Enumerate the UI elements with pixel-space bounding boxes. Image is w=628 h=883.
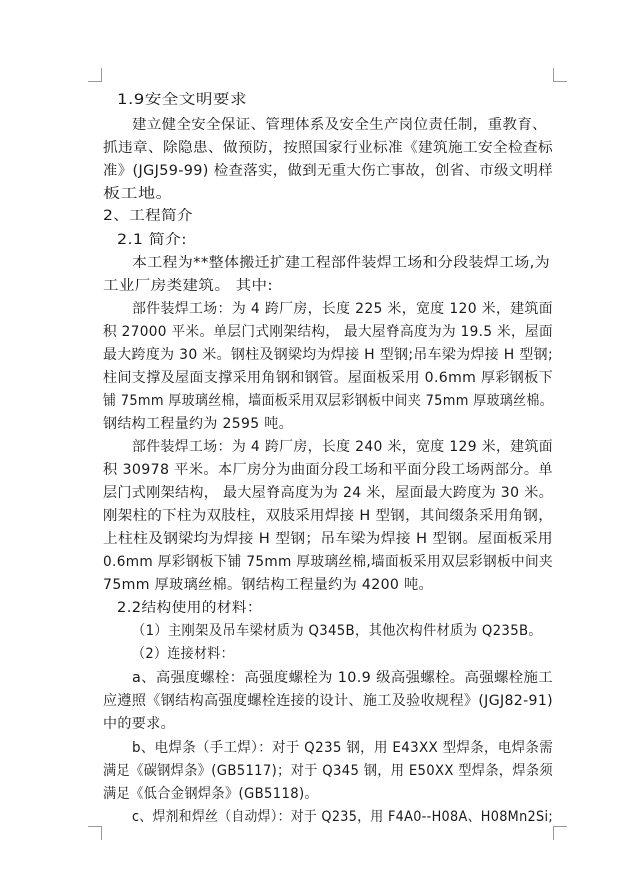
- text-line: 工业厂房类建筑。 其中:: [103, 278, 273, 294]
- text-line: 积 30978 平米。本厂房分为曲面分段工场和平面分段工场两部分。单: [103, 462, 553, 478]
- margin-mark-top-right: [553, 68, 567, 82]
- text-line: （1）主刚架及吊车梁材质为 Q345B，其他次构件材质为 Q235B。: [132, 623, 542, 639]
- text-line: 应遵照《钢结构高强度螺栓连接的设计、施工及验收规程》(JGJ82-91): [103, 693, 553, 709]
- text-line: （2）连接材料：: [132, 646, 234, 662]
- text-line: 板工地。: [103, 186, 173, 202]
- margin-mark-top-left: [88, 68, 102, 82]
- text-line: 最大跨度为 30 米。钢柱及钢梁均为焊接 H 型钢;吊车梁为焊接 H 型钢;: [103, 347, 553, 363]
- text-line: 满足《碳钢焊条》(GB5117)；对于 Q345 钢，用 E50XX 型焊条，焊条须: [103, 763, 553, 779]
- text-line: 满足《低合金钢焊条》(GB5118)。: [103, 786, 318, 802]
- section-heading-2: 2、工程简介: [103, 208, 193, 224]
- text-line: 中的要求。: [103, 716, 175, 732]
- text-line: 0.6mm 厚彩钢板下铺 75mm 厚玻璃丝棉,墙面板采用双层彩钢板中间夹: [103, 554, 553, 570]
- text-line: 上柱柱及钢梁均为焊接 H 型钢；吊车梁为焊接 H 型钢。屋面板采用: [103, 531, 553, 547]
- text-line: 铺 75mm 厚玻璃丝棉，墙面板采用双层彩钢板中间夹 75mm 厚玻璃丝棉。: [103, 393, 553, 409]
- text-line: 刚架柱的下柱为双肢柱，双肢采用焊接 H 型钢，其间缀条采用角钢，: [103, 508, 553, 524]
- text-line: 本工程为**整体搬迁扩建工程部件装焊工场和分段装焊工场,为: [132, 255, 550, 271]
- text-line: 75mm 厚玻璃丝棉。钢结构工程量约为 4200 吨。: [103, 577, 433, 593]
- text-line: 积 27000 平米。单层门式刚架结构， 最大屋脊高度为为 19.5 米，屋面: [103, 324, 553, 340]
- section-heading-2-1: 2.1 简介:: [117, 232, 187, 248]
- text-line: a、高强度螺栓：高强度螺栓为 10.9 级高强螺栓。高强螺栓施工: [132, 670, 553, 686]
- text-line: 抓违章、除隐患、做预防，按照国家行业标准《建筑施工安全检查标: [103, 140, 553, 156]
- margin-mark-bottom-right: [553, 826, 567, 840]
- text-line: 部件装焊工场：为 4 跨厂房，长度 240 米，宽度 129 米，建筑面: [132, 439, 553, 455]
- text-line: 建立健全安全保证、管理体系及安全生产岗位责任制，重教育、: [132, 117, 547, 133]
- text-line: 柱间支撑及屋面支撑采用角钢和钢管。屋面板采用 0.6mm 厚彩钢板下: [103, 370, 553, 386]
- text-line: 部件装焊工场：为 4 跨厂房，长度 225 米，宽度 120 米，建筑面: [132, 301, 553, 317]
- text-line: 准》(JGJ59-99) 检查落实，做到无重大伤亡事故，创省、市级文明样: [103, 163, 553, 179]
- text-line: b、电焊条（手工焊）：对于 Q235 钢，用 E43XX 型焊条，电焊条需: [132, 740, 553, 756]
- margin-mark-bottom-left: [88, 826, 102, 840]
- text-line: 层门式刚架结构， 最大屋脊高度为为 24 米，屋面最大跨度为 30 米。: [103, 485, 553, 501]
- section-heading-1-9: 1.9安全文明要求: [117, 92, 247, 108]
- text-line: 钢结构工程量约为 2595 吨。: [103, 416, 293, 432]
- section-heading-2-2: 2.2结构使用的材料：: [117, 600, 262, 616]
- text-line: c、焊剂和焊丝（自动焊）：对于 Q235，用 F4A0--H08A、H08Mn2Si;: [132, 809, 553, 825]
